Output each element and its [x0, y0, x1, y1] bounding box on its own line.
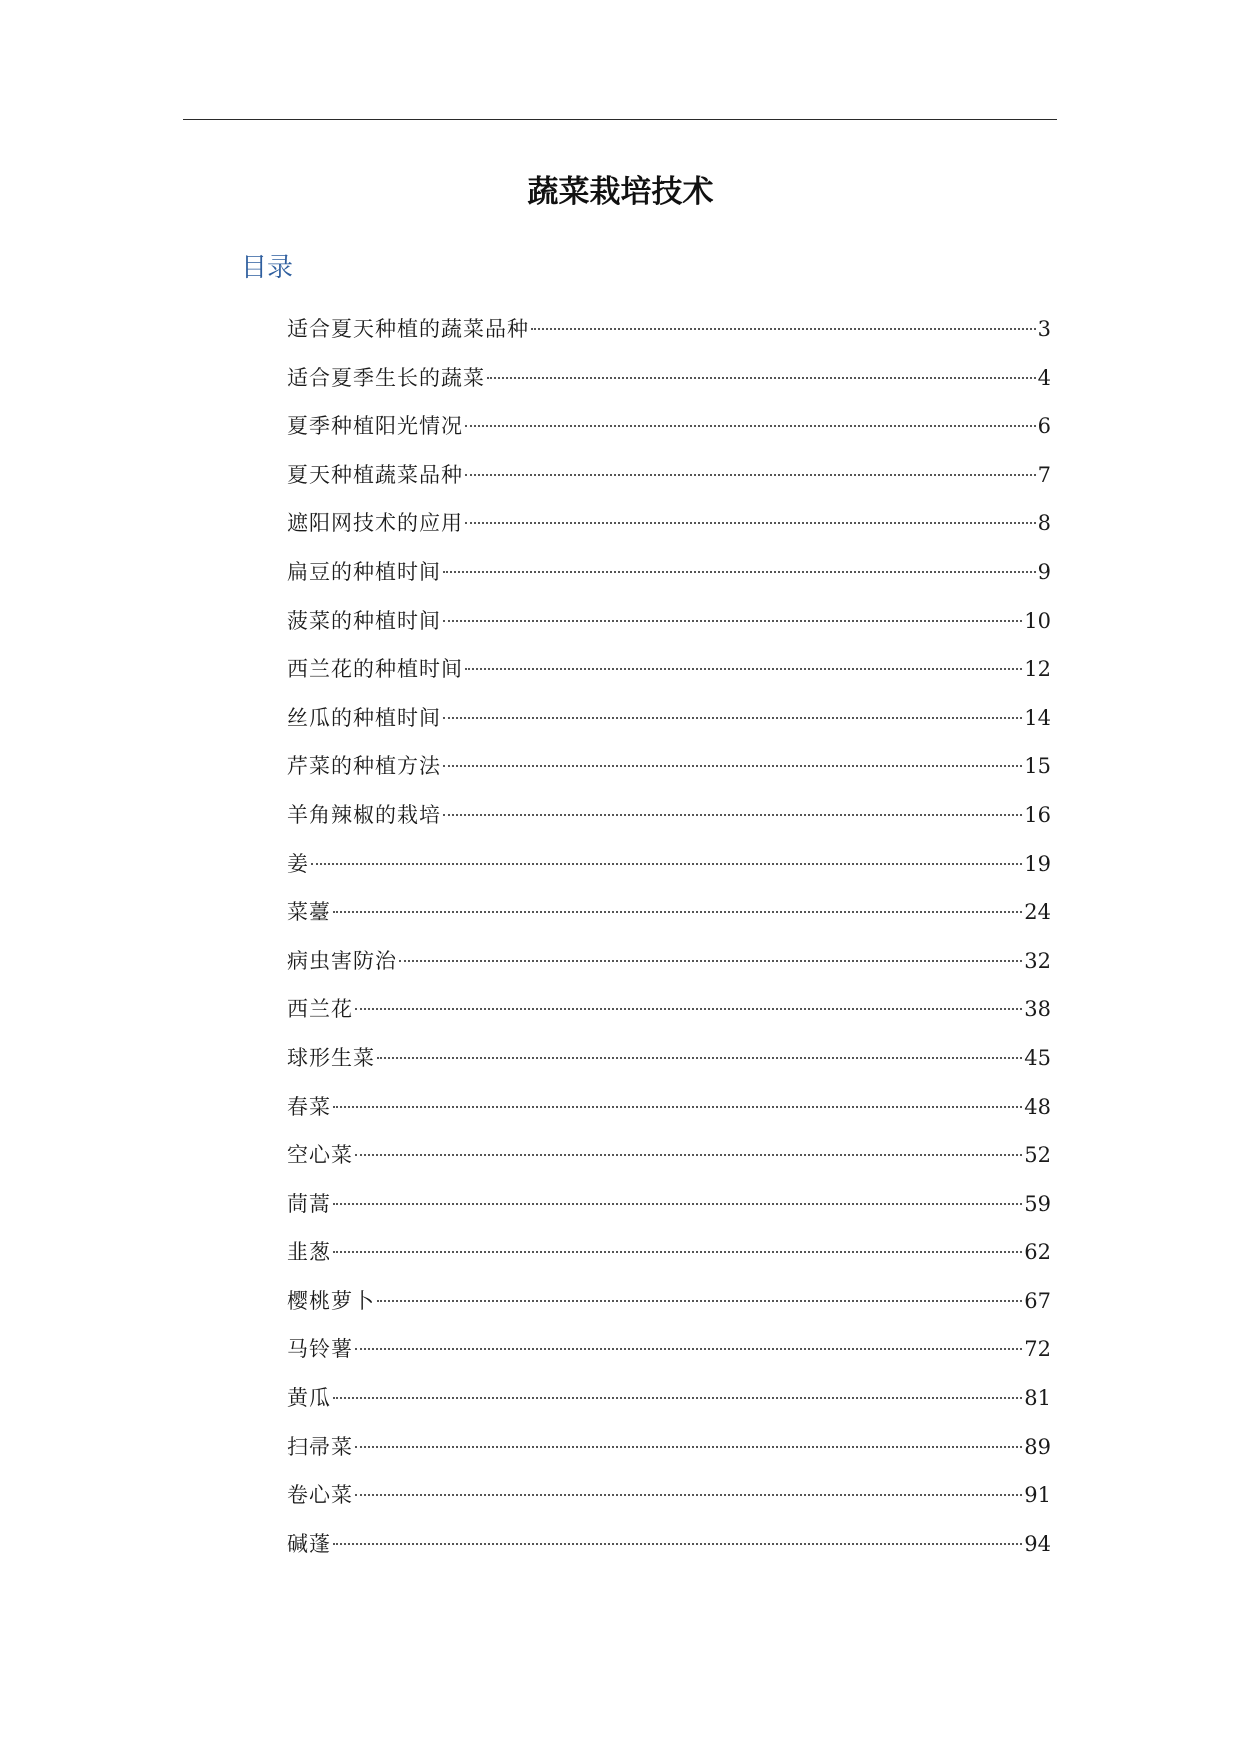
toc-entry-page-number: 38 — [1024, 997, 1051, 1022]
toc-dot-leader — [355, 1154, 1022, 1156]
toc-dot-leader — [399, 960, 1022, 962]
toc-entry-title: 芹菜的种植方法 — [287, 754, 441, 779]
toc-entry — [287, 1284, 1051, 1333]
toc-dot-leader — [465, 668, 1022, 670]
toc-entry — [287, 1041, 1051, 1090]
toc-dot-leader — [443, 765, 1022, 767]
toc-entry-page-number: 24 — [1024, 900, 1051, 925]
toc-entry — [287, 701, 1051, 750]
document-title: 蔬菜栽培技术 — [527, 174, 714, 210]
toc-entry-page-number: 19 — [1024, 851, 1051, 876]
toc-dot-leader — [465, 522, 1036, 524]
toc-entry-page-number: 48 — [1024, 1094, 1051, 1119]
toc-entry — [287, 749, 1051, 798]
toc-entry-title: 适合夏季生长的蔬菜 — [287, 365, 485, 390]
toc-entry-title: 羊角辣椒的栽培 — [287, 802, 441, 827]
toc-entry-page-number: 7 — [1037, 462, 1051, 487]
toc-entry — [287, 1430, 1051, 1479]
toc-entry-page-number: 91 — [1024, 1483, 1051, 1508]
toc-entry-page-number: 4 — [1037, 365, 1051, 390]
toc-entry-page-number: 52 — [1024, 1143, 1051, 1168]
toc-entry-page-number: 6 — [1037, 414, 1051, 439]
toc-entry-title: 樱桃萝卜 — [287, 1288, 375, 1313]
toc-dot-leader — [465, 474, 1036, 476]
toc-dot-leader — [333, 1397, 1022, 1399]
toc-entry-page-number: 45 — [1024, 1045, 1051, 1070]
toc-entry-title: 菠菜的种植时间 — [287, 608, 441, 633]
toc-entry — [287, 555, 1051, 604]
toc-entry-title: 茼蒿 — [287, 1191, 331, 1216]
toc-entry-title: 扫帚菜 — [287, 1434, 353, 1459]
toc-dot-leader — [355, 1494, 1022, 1496]
toc-dot-leader — [333, 1543, 1022, 1545]
toc-entry — [287, 604, 1051, 653]
toc-entry-page-number: 59 — [1024, 1191, 1051, 1216]
toc-entry-title: 菜薹 — [287, 900, 331, 925]
toc-entry-title: 丝瓜的种植时间 — [287, 705, 441, 730]
toc-entry — [287, 652, 1051, 701]
toc-entry — [287, 458, 1051, 507]
toc-entry — [287, 1187, 1051, 1236]
toc-entry-page-number: 89 — [1024, 1434, 1051, 1459]
toc-entry — [287, 312, 1051, 361]
toc-entry-title: 夏天种植蔬菜品种 — [287, 462, 463, 487]
toc-entry-title: 韭葱 — [287, 1240, 331, 1265]
toc-entry — [287, 1332, 1051, 1381]
toc-entry-title: 西兰花 — [287, 997, 353, 1022]
toc-entry — [287, 1090, 1051, 1139]
toc-entry — [287, 361, 1051, 410]
toc-entry-page-number: 94 — [1024, 1531, 1051, 1556]
toc-dot-leader — [531, 328, 1036, 330]
toc-entry-title: 球形生菜 — [287, 1045, 375, 1070]
toc-entry-title: 夏季种植阳光情况 — [287, 414, 463, 439]
toc-dot-leader — [333, 1106, 1022, 1108]
toc-dot-leader — [377, 1057, 1022, 1059]
toc-dot-leader — [465, 425, 1036, 427]
toc-entry-title: 卷心菜 — [287, 1483, 353, 1508]
toc-entry-page-number: 16 — [1024, 802, 1051, 827]
toc-entry-page-number: 12 — [1024, 657, 1051, 682]
toc-entry — [287, 847, 1051, 896]
toc-dot-leader — [355, 1008, 1022, 1010]
toc-entry-title: 春菜 — [287, 1094, 331, 1119]
toc-entry-page-number: 9 — [1037, 559, 1051, 584]
toc-dot-leader — [333, 1203, 1022, 1205]
toc-dot-leader — [377, 1300, 1022, 1302]
toc-entry — [287, 1235, 1051, 1284]
toc-entry — [287, 1381, 1051, 1430]
toc-dot-leader — [443, 620, 1022, 622]
toc-entry-page-number: 8 — [1037, 511, 1051, 536]
toc-entry-page-number: 72 — [1024, 1337, 1051, 1362]
toc-dot-leader — [487, 377, 1036, 379]
toc-entry-title: 空心菜 — [287, 1143, 353, 1168]
toc-entry — [287, 1138, 1051, 1187]
table-of-contents — [287, 312, 1051, 1575]
header-rule — [183, 119, 1057, 120]
toc-entry-title: 病虫害防治 — [287, 948, 397, 973]
toc-entry-title: 黄瓜 — [287, 1386, 331, 1411]
toc-entry-page-number: 62 — [1024, 1240, 1051, 1265]
toc-entry — [287, 409, 1051, 458]
toc-dot-leader — [355, 1446, 1022, 1448]
toc-dot-leader — [333, 1251, 1022, 1253]
toc-entry-page-number: 81 — [1024, 1386, 1051, 1411]
toc-entry-page-number: 15 — [1024, 754, 1051, 779]
toc-entry — [287, 944, 1051, 993]
toc-dot-leader — [443, 717, 1022, 719]
toc-entry — [287, 1478, 1051, 1527]
toc-entry — [287, 1527, 1051, 1576]
toc-dot-leader — [355, 1348, 1022, 1350]
toc-entry-title: 遮阳网技术的应用 — [287, 511, 463, 536]
toc-entry-title: 适合夏天种植的蔬菜品种 — [287, 317, 529, 341]
toc-entry-title: 马铃薯 — [287, 1337, 353, 1362]
toc-dot-leader — [443, 571, 1036, 573]
toc-dot-leader — [443, 814, 1022, 816]
toc-entry-title: 碱蓬 — [287, 1531, 331, 1556]
toc-entry — [287, 895, 1051, 944]
toc-dot-leader — [311, 863, 1022, 865]
toc-entry-page-number: 67 — [1024, 1288, 1051, 1313]
toc-dot-leader — [333, 911, 1022, 913]
toc-entry-page-number: 10 — [1024, 608, 1051, 633]
toc-entry-page-number: 14 — [1024, 705, 1051, 730]
toc-entry-title: 姜 — [287, 851, 309, 876]
toc-entry — [287, 798, 1051, 847]
toc-heading: 目录 — [241, 253, 294, 283]
toc-entry-page-number: 3 — [1037, 317, 1051, 341]
toc-entry-title: 西兰花的种植时间 — [287, 657, 463, 682]
toc-entry — [287, 506, 1051, 555]
toc-entry-title: 扁豆的种植时间 — [287, 559, 441, 584]
toc-entry-page-number: 32 — [1024, 948, 1051, 973]
toc-entry — [287, 992, 1051, 1041]
